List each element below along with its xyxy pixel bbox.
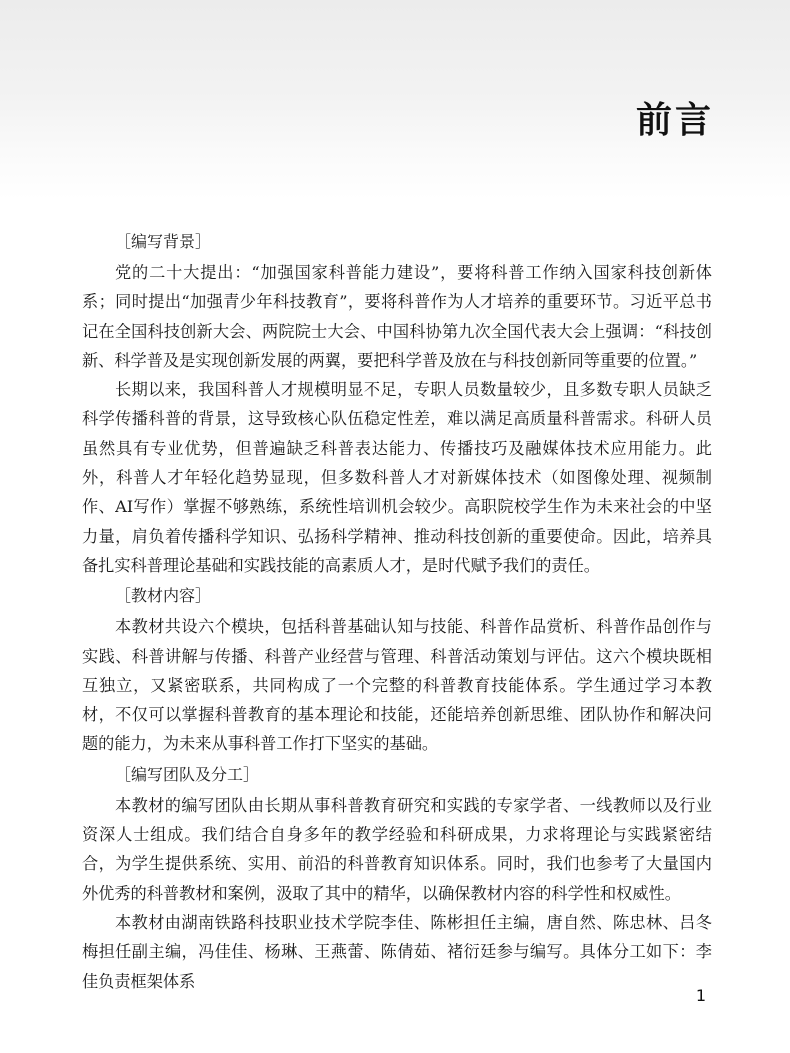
body-text bbox=[82, 226, 712, 996]
section-heading: ［编写背景］ bbox=[115, 232, 212, 251]
section-heading: ［教材内容］ bbox=[115, 586, 212, 606]
section-content bbox=[82, 580, 712, 758]
paragraph: 党的二十大提出：“加强国家科普能力建设”，要将科普工作纳入国家科技创新体系；同时提出“加强青少年科技教育”，要将科普作为人才培养的重要环节。习近平总书记在全国科技创新大会、两院院士大会、中国科协第九次全国代表大会上强调：“科技创新、科学普及是实现创新发展的两翼，要把科学普及放在与科技创新同等重要的位置。” bbox=[82, 263, 712, 370]
page-title: 前言 bbox=[635, 100, 714, 141]
paragraph: 长期以来，我国科普人才规模明显不足，专职人员数量较少，且多数专职人员缺乏科学传播科普的背景，这导致核心队伍稳定性差，难以满足高质量科普需求。科研人员虽然具有专业优势，但普遍缺乏科普表达能力、传播技巧及融媒体技术应用能力。此外，科普人才年轻化趋势显现，但多数科普人才对新媒体技术（如图像处理、视频制作、AI写作）掌握不够熟练，系统性培训机会较少。高职院校学生作为未来社会的中坚力量，肩负着传播科学知识、弘扬科学精神、推动科技创新的重要使命。因此，培养具备扎实科普理论基础和实践技能的高素质人才，是时代赋予我们的责任。 bbox=[82, 380, 712, 575]
paragraph: 本教材由湖南铁路科技职业技术学院李佳、陈彬担任主编，唐自然、陈忠林、吕冬梅担任副主编，冯佳佳、杨琳、王燕蕾、陈倩茹、褚衍廷参与编写。具体分工如下：李佳负责框架体系 bbox=[82, 912, 712, 991]
paragraph: 本教材共设六个模块，包括科普基础认知与技能、科普作品赏析、科普作品创作与实践、科普讲解与传播、科普产业经营与管理、科普活动策划与评估。这六个模块既相互独立，又紧密联系，共同构成了一个完整的科普教育技能体系。学生通过学习本教材，不仅可以掌握科普教育的基本理论和技能，还能培养创新思维、团队协作和解决问题的能力，为未来从事科普工作打下坚实的基础。 bbox=[82, 617, 712, 754]
section-background bbox=[82, 226, 712, 580]
page-number: 1 bbox=[695, 986, 706, 1005]
section-team bbox=[82, 759, 712, 996]
paragraph: 本教材的编写团队由长期从事科普教育研究和实践的专家学者、一线教师以及行业资深人士组成。我们结合自身多年的教学经验和科研成果，力求将理论与实践紧密结合，为学生提供系统、实用、前沿的科普教育知识体系。同时，我们也参考了大量国内外优秀的科普教材和案例，汲取了其中的精华，以确保教材内容的科学性和权威性。 bbox=[82, 795, 712, 903]
section-heading: ［编写团队及分工］ bbox=[115, 764, 260, 784]
